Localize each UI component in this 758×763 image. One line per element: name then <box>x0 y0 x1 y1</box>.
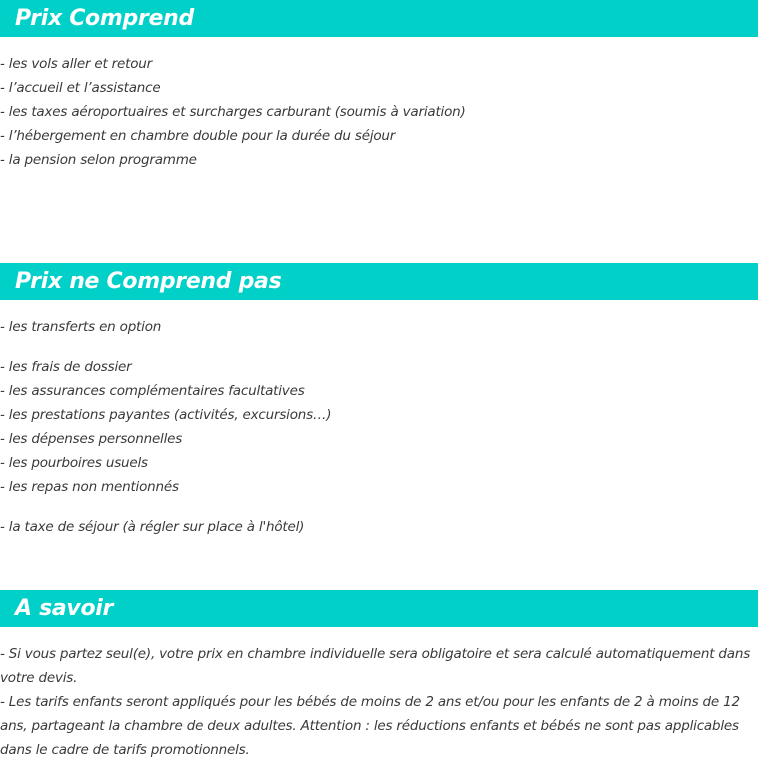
list-item: - la pension selon programme <box>0 152 197 168</box>
list-item: - les frais de dossier <box>0 359 132 375</box>
list-item: - l’accueil et l’assistance <box>0 80 161 96</box>
list-item: - les prestations payantes (activités, excursions…) <box>0 407 332 423</box>
list-item: - les repas non mentionnés <box>0 479 179 495</box>
list-item: - les dépenses personnelles <box>0 431 183 447</box>
list-item: - la taxe de séjour (à régler sur place à l'hôtel) <box>0 519 305 535</box>
info-paragraph: - Les tarifs enfants seront appliqués pour les bébés de moins de 2 ans et/ou pour les enfants de 2 à moins de 12 ans, partageant la chambre de deux adultes. Attention : les réductions enfants et bébés ne sont pas applicables dans le cadre de tarifs promotionnels. <box>0 694 740 758</box>
section-header-prix-comprend <box>0 0 758 37</box>
list-item: - les pourboires usuels <box>0 455 148 471</box>
list-item: - les vols aller et retour <box>0 56 152 72</box>
list-item: - les taxes aéroportuaires et surcharges carburant (soumis à variation) <box>0 104 466 120</box>
section-title: Prix Comprend <box>15 6 194 31</box>
section-header-a-savoir <box>0 590 758 627</box>
list-item: - les transferts en option <box>0 319 162 335</box>
list-item: - les assurances complémentaires facultatives <box>0 383 305 399</box>
list-item: - l’hébergement en chambre double pour la durée du séjour <box>0 128 396 144</box>
section-title: A savoir <box>15 596 114 621</box>
section-title: Prix ne Comprend pas <box>15 269 282 294</box>
info-paragraph: - Si vous partez seul(e), votre prix en chambre individuelle sera obligatoire et sera calculé automatiquement dans votre devis. <box>0 646 751 686</box>
section-header-prix-ne-comprend-pas <box>0 263 758 300</box>
